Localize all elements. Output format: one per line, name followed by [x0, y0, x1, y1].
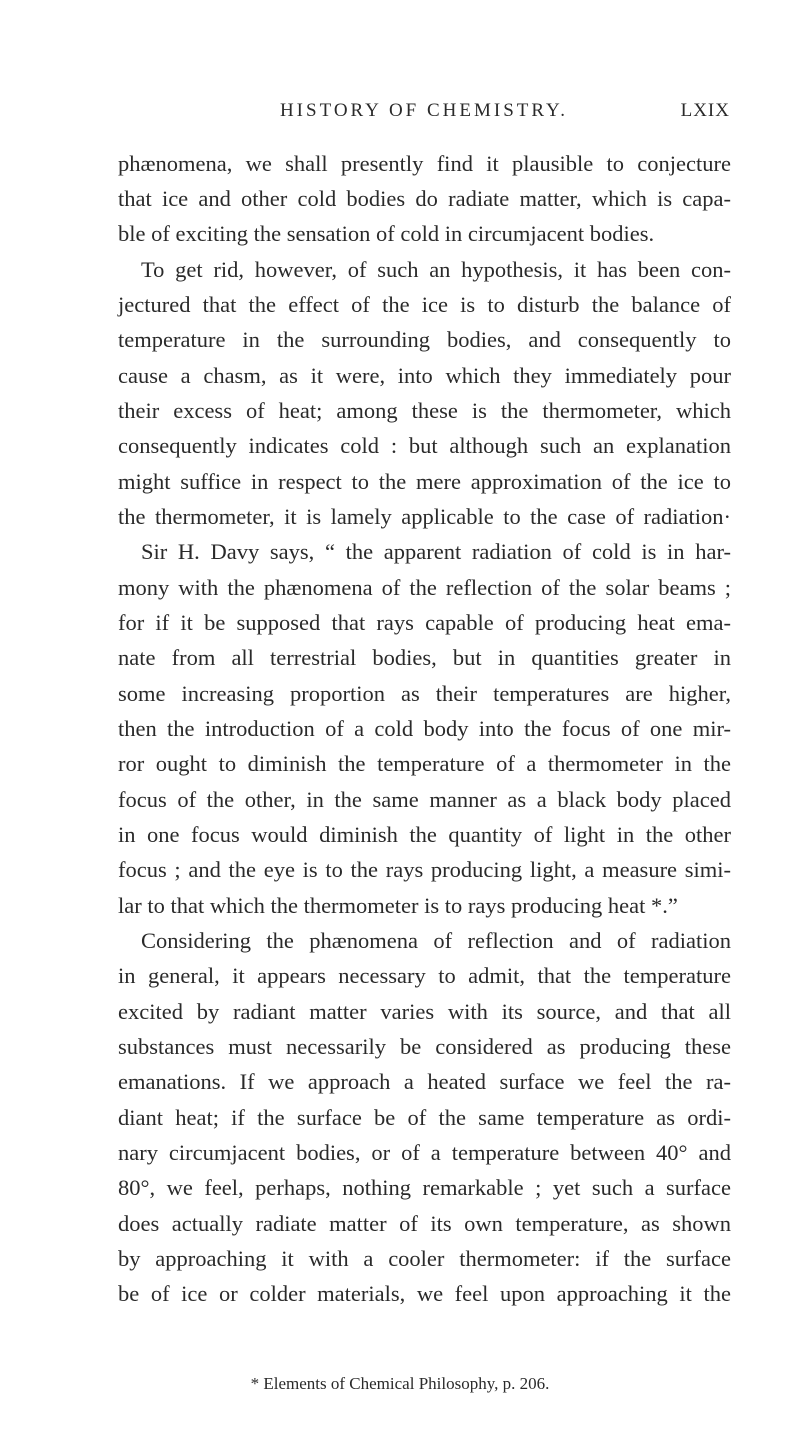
text-line: Sir H. Davy says, “ the apparent radiation of cold is in har- [141, 539, 731, 564]
text-line: consequently indicates cold : but although such an explanation [118, 433, 731, 458]
text-line: nary circumjacent bodies, or of a temperature between 40° and [118, 1140, 731, 1165]
running-head [118, 100, 730, 130]
text-line: ble of exciting the sensation of cold in circumjacent bodies. [118, 221, 655, 246]
text-line: for if it be supposed that rays capable of producing heat ema- [118, 610, 731, 635]
text-line: emanations. If we approach a heated surface we feel the ra- [118, 1069, 731, 1094]
text-line: their excess of heat; among these is the thermometer, which [118, 398, 731, 423]
text-line: then the introduction of a cold body into the focus of one mir- [118, 716, 731, 741]
text-line: might suffice in respect to the mere approximation of the ice to [118, 469, 731, 494]
footnote: * Elements of Chemical Philosophy, p. 206. [250, 1374, 550, 1393]
text-line: lar to that which the thermometer is to rays producing heat *.” [118, 893, 678, 918]
text-line: phænomena, we shall presently find it plausible to conjecture [118, 151, 731, 176]
text-line: diant heat; if the surface be of the same temperature as ordi- [118, 1105, 731, 1130]
text-line: be of ice or colder materials, we feel upon approaching it the [118, 1281, 731, 1306]
page-number: LXIX [680, 100, 730, 121]
text-line: some increasing proportion as their temperatures are higher, [118, 681, 731, 706]
text-line: focus of the other, in the same manner as a black body placed [118, 787, 731, 812]
running-head-title: HISTORY OF CHEMISTRY. [279, 100, 569, 121]
text-line: the thermometer, it is lamely applicable to the case of radiation· [118, 504, 731, 529]
text-line: nate from all terrestrial bodies, but in quantities greater in [118, 645, 731, 670]
text-line: excited by radiant matter varies with its source, and that all [118, 999, 731, 1024]
text-line: by approaching it with a cooler thermometer: if the surface [118, 1246, 731, 1271]
text-line: Considering the phænomena of reflection and of radiation [141, 928, 731, 953]
text-line: focus ; and the eye is to the rays producing light, a measure simi- [118, 857, 731, 882]
text-line: 80°, we feel, perhaps, nothing remarkable ; yet such a surface [118, 1175, 731, 1200]
text-line: jectured that the effect of the ice is to disturb the balance of [118, 292, 731, 317]
text-line: that ice and other cold bodies do radiate matter, which is capa- [118, 186, 731, 211]
text-line: in general, it appears necessary to admit, that the temperature [118, 963, 731, 988]
text-line: in one focus would diminish the quantity of light in the other [118, 822, 731, 847]
text-line: does actually radiate matter of its own temperature, as shown [118, 1211, 731, 1236]
text-line: ror ought to diminish the temperature of a thermometer in the [118, 751, 731, 776]
text-line: temperature in the surrounding bodies, and consequently to [118, 327, 731, 352]
text-line: substances must necessarily be considered as producing these [118, 1034, 731, 1059]
text-line: mony with the phænomena of the reflection of the solar beams ; [118, 575, 731, 600]
text-line: To get rid, however, of such an hypothesis, it has been con- [141, 257, 731, 282]
text-line: cause a chasm, as it were, into which they immediately pour [118, 363, 731, 388]
